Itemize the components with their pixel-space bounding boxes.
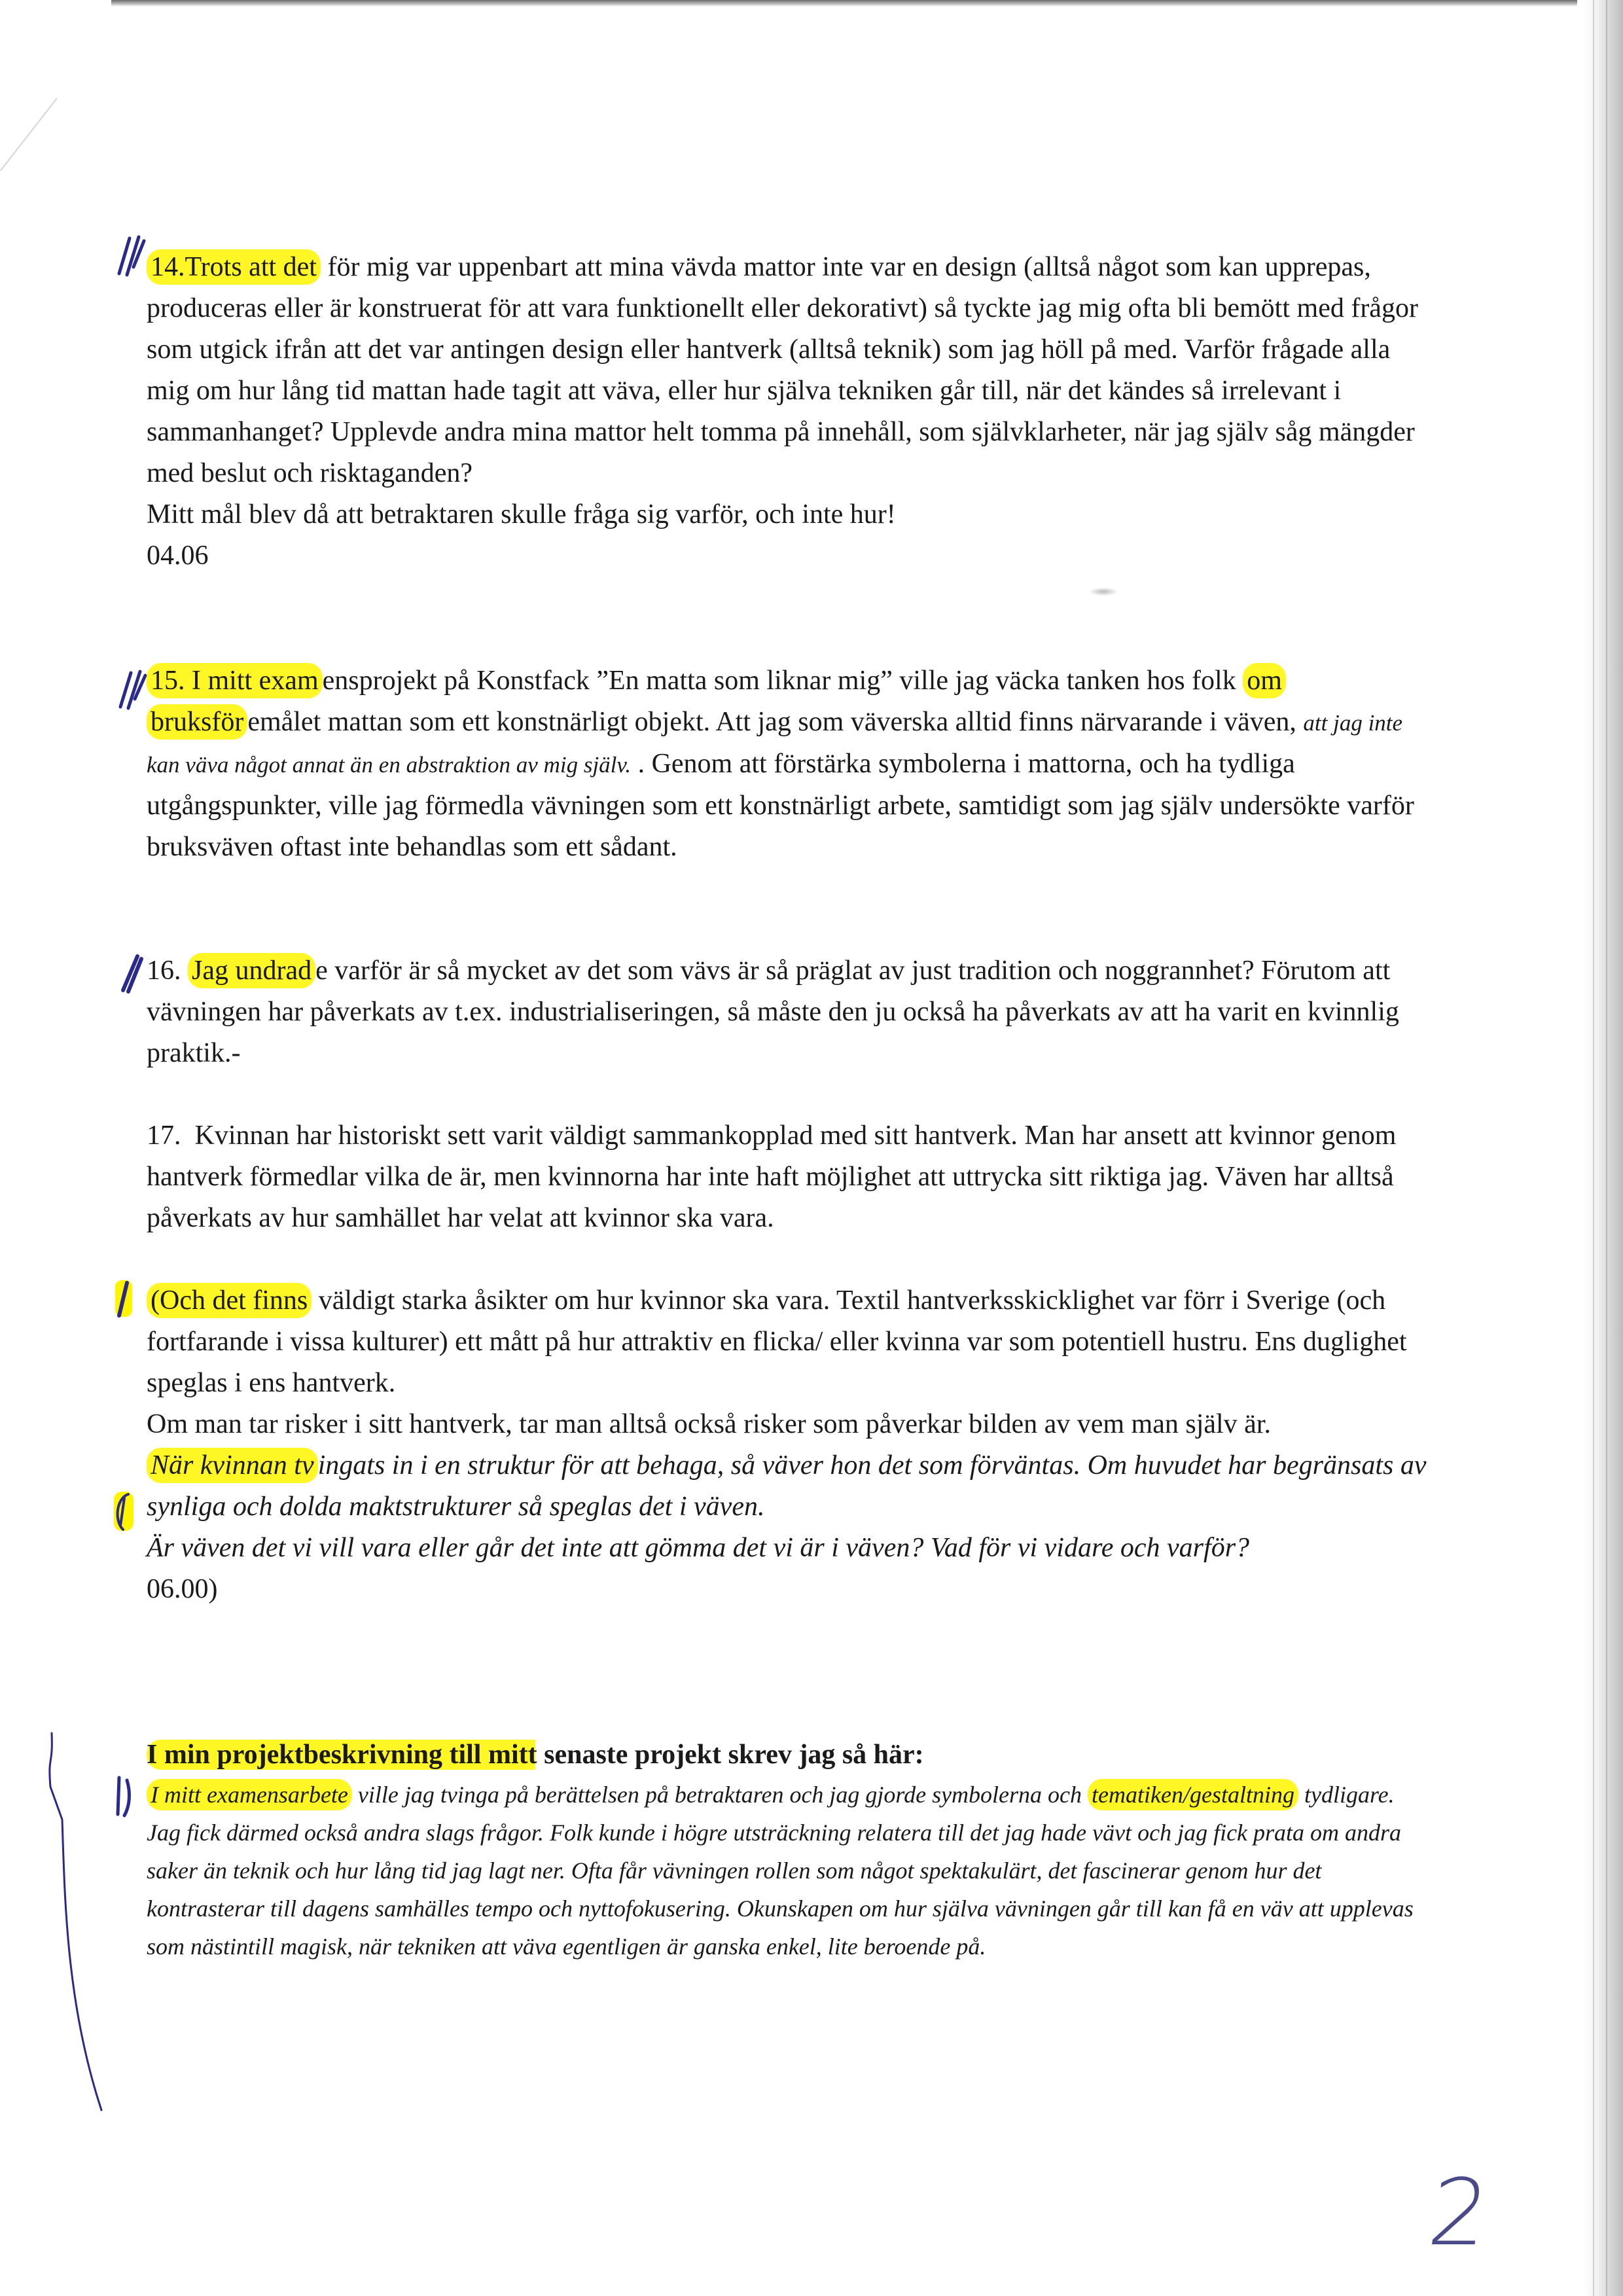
page-number: 2: [1422, 2160, 1496, 2267]
margin-pen-mark-15: [110, 668, 149, 713]
paragraph-och-det-finns: [147, 1280, 1429, 1610]
margin-pen-mark-16: [111, 952, 151, 998]
paragraph-15-highlight-1: I mitt exam: [192, 666, 319, 696]
paragraph-14: [147, 247, 1429, 577]
project-heading-text: I min projektbeskrivning till mitt senaste projekt skrev jag så här:: [147, 1740, 924, 1770]
paragraph-och-text-1: väldigt starka åsikter om hur kvinnor ska vara. Textil hantverksskicklighet var förr i Sverige (och fortfarande i vissa kulturer) ett mått på hur attraktiv en flicka/ eller kvinna var som potentiell hustru. Ens duglighet speglas i ens hantverk.: [147, 1285, 1407, 1398]
paragraph-och-italic-highlight: När kvinnan tv: [147, 1448, 318, 1483]
margin-pen-mark-och: [105, 1276, 144, 1322]
paragraph-16: [147, 950, 1429, 1074]
paragraph-15-text-3: . Genom att förstärka symbolerna i mattorna, och ha tydliga utgångspunkter, ville jag förmedla vävningen som ett konstnärligt arbete, samtidigt som jag själv undersökte varför bruksväven oftast inte behandlas som ett sådant.: [147, 749, 1414, 862]
project-text-1: ville jag tvinga på berättelsen på betraktaren och jag gjorde symbolerna och: [351, 1782, 1088, 1808]
paragraph-15: [147, 660, 1429, 868]
project-highlight-2: tematiken/gestaltning: [1088, 1779, 1298, 1810]
paragraph-17-number: 17.: [147, 1121, 181, 1151]
paragraph-15-text-2: emålet mattan som ett konstnärligt objekt. Att jag som väverska alltid finns närvarande i väven,: [247, 707, 1304, 737]
margin-pen-mark-14: [110, 234, 149, 280]
margin-bracket-line: [36, 1728, 115, 2114]
paragraph-16-text: e varför är så mycket av det som vävs är så präglat av just tradition och noggrannhet? Förutom att vävningen har påverkats av t.ex. industrialiseringen, så måste den ju också ha påverkats av att ha varit en kvinnlig praktik.-: [147, 956, 1399, 1068]
scan-smudge: [1090, 588, 1117, 596]
paragraph-14-highlight: Trots att det: [185, 252, 317, 282]
paragraph-och-italic-1: ingats in i en struktur för att behaga, så väver hon det som förväntas. Om huvudet har begränsats av synliga och dolda maktstrukturer så speglas det i väven.: [147, 1450, 1427, 1522]
project-description-section: [147, 1734, 1429, 1965]
paragraph-15-italic: att jag inte kan väva något annat än en abstraktion av mig själv.: [147, 710, 1403, 778]
scan-artifact-line: [0, 98, 58, 171]
paragraph-15-number: 15.: [151, 666, 185, 696]
paragraph-och-time: 06.00): [147, 1574, 218, 1604]
paragraph-15-highlight-2: om bruksför: [147, 663, 1286, 740]
paragraph-16-highlight: Jag undrad: [188, 953, 315, 988]
paragraph-14-number: 14.: [151, 252, 185, 282]
paragraph-15-text-1: ensprojekt på Konstfack ”En matta som liknar mig” ville jag väcka tanken hos folk: [322, 666, 1243, 696]
paragraph-och-italic-2: Är väven det vi vill vara eller går det inte att gömma det vi är i väven? Vad för vi vidare och varför?: [147, 1533, 1250, 1563]
paragraph-14-text: för mig var uppenbart att mina vävda mattor inte var en design (alltså något som kan upprepas, produceras eller är konstruerat för att vara funktionellt eller dekorativt) så tyckte jag mig ofta bli bemött med frågor som utgick ifrån att det var antingen design eller hantverk (alltså teknik) som jag höll på med. Varför frågade alla mig om hur lång tid mattan hade tagit att väva, eller hur själva tekniken går till, när det kändes så irrelevant i sammanhanget? Upplevde andra mina mattor helt tomma på innehåll, som självklarheter, när jag själv såg mängder med beslut och risktaganden?: [147, 252, 1418, 488]
paragraph-och-text-2: Om man tar risker i sitt hantverk, tar man alltså också risker som påverkar bilden av vem man själv är.: [147, 1409, 1271, 1439]
page-top-edge: [111, 0, 1577, 7]
margin-pen-mark-kvinnan: [105, 1489, 144, 1535]
paragraph-14-goal: Mitt mål blev då att betraktaren skulle fråga sig varför, och inte hur!: [147, 499, 896, 529]
project-highlight-1: I mitt examensarbete: [147, 1779, 352, 1810]
paragraph-16-number: 16.: [147, 956, 181, 986]
paragraph-14-time: 04.06: [147, 541, 209, 571]
paragraph-17-text: Kvinnan har historiskt sett varit väldigt sammankopplad med sitt hantverk. Man har ansett att kvinnor genom hantverk förmedlar vilka de är, men kvinnorna har inte haft möjlighet att uttrycka sitt riktiga jag. Väven har alltså påverkats av hur samhället har velat att kvinnor ska vara.: [147, 1121, 1397, 1233]
stacked-pages-edge: [1584, 0, 1623, 2296]
paragraph-17: [147, 1115, 1429, 1239]
project-text-2: tydligare. Jag fick därmed också andra slags frågor. Folk kunde i högre utsträckning relatera till det jag hade vävt och jag fick prata om andra saker än teknik och hur lång tid jag lagt ner. Ofta får vävningen rollen som något spektakulärt, det fascinerar genom hur det kontrasterar till dagens samhälles tempo och nyttofokusering. Okunskapen om hur själva vävningen går till kan få en väv att upplevas som nästintill magisk, när tekniken att väva egentligen är ganska enkel, lite beroende på.: [147, 1782, 1414, 1960]
paragraph-och-highlight: (Och det finns: [147, 1283, 312, 1318]
project-heading: [147, 1734, 1429, 1776]
